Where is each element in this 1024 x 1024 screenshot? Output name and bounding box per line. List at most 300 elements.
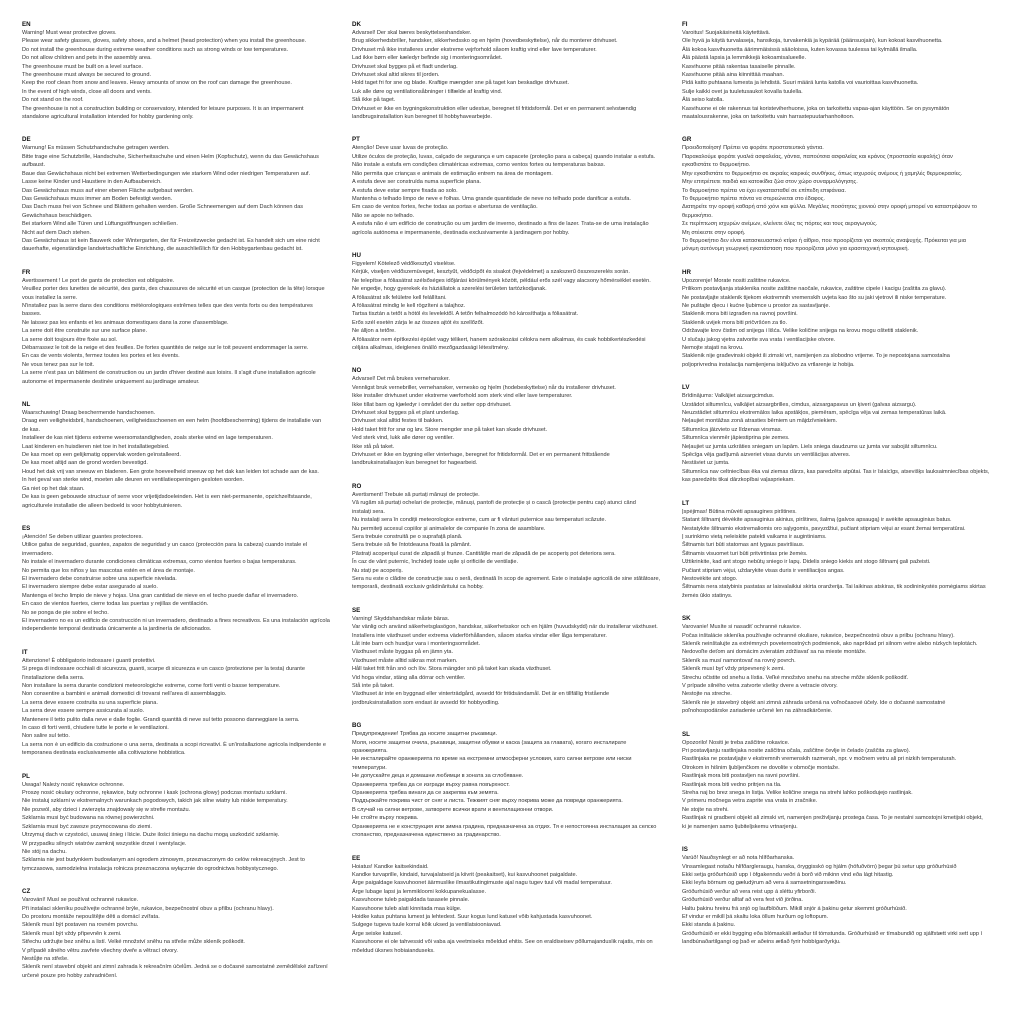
warning-text-line: landbruksinstallasjon kun beregnet for hagearbeid. [352,460,478,467]
warning-text-line: Ne laissez pas les enfants et les animaux domestiques dans la zone d'assemblage. [22,319,229,326]
warning-text-line: Varovanie! Musíte si nasadiť ochranné rukavice. [682,624,802,631]
warning-text-line: ki je namenjen samo ljubiteljskemu vrtnarjenju. [682,823,798,830]
warning-text-line: La serre n'est pas un bâtiment de construction ou un jardin d'hiver destiné aux loisirs. Il s'agit d'une installation agricole [22,370,316,377]
warning-text-line: Nu permiteți accesul copiilor și animalelor de companie în zona de asamblare. [352,525,546,532]
warning-text-line: Drivhuset må ikke installeres under ekstreme vejrforhold såsom kraftig vind eller lave temperaturer. [352,46,597,53]
warning-text-line: dauerhafte, eigenständige landwirtschaftliche Einrichtung, die ausschließlich für den Hobbygartenbau gedacht ist. [22,246,303,253]
warning-text-line: Skleník nie je stavebný objekt ani zimná záhrada určená na voľnočasové účely. Ide o dočasné samostatné [682,699,946,706]
warning-text-line: Varoitus! Suojakäsineitä käytettävä. [682,30,771,36]
warning-text-line: Ekki leyfa börnum og gæludýrum að vera á samsetningarsvæðinu. [682,880,847,887]
warning-text-line: La serre doit être construite sur une surface plane. [22,328,147,335]
warning-text-line: Skleník musí být vždy připevněn k zemi. [22,930,122,937]
warning-text-line: V případě silného větru zavřete všechny dveře a větrací otvory. [22,947,178,954]
warning-text-line: Advarsel! Der skal bæres beskyttelseshandsker. [352,30,472,36]
warning-section-lv [682,383,1000,484]
warning-text-line: La serre doit toujours être fixée au sol. [22,336,118,343]
warning-text-line: Gróðurhúsið verður alltaf að vera fest við jörðina. [682,897,803,904]
warning-text-line: Non consentire a bambini e animali domestici di trovarsi nell'area di assemblaggio. [22,691,227,698]
warning-text-line: Ikke stå på taket. [352,443,395,450]
warning-text-line: Utilice gafas de seguridad, guantes, zapatos de seguridad y un casco (protección para la cabeza) cuando instale el [22,542,308,549]
warning-text-line: Į surinkimo vietą neleiskite patekti vaikams ir augintiniams. [682,533,827,540]
warning-text-line: Non salire sul tetto. [22,733,70,740]
warning-text-line: Draag een veiligheidsbril, handschoenen, veiligheidsschoenen en een helm (hoofdbescherming) tijdens de installatie van [22,418,322,425]
warning-text-line: A estufa deve ser construída numa superfície plana. [352,179,482,186]
warning-text-line: poľnohospodárske zariadenie určené len na záhradkárčenie. [682,708,833,715]
warning-text-line: W przypadku silnych wiatrów zamknij wszystkie drzwi i wentylacje. [22,840,187,847]
warning-text-line: určené pouze pro hobby zahradničení. [22,972,118,979]
warning-text-line: Si prega di indossare occhiali di sicurezza, guanti, scarpe di sicurezza e un casco (protezione per la testa) durante [22,666,305,673]
warning-text-line: Das Gewächshaus ist kein Bauwerk oder Wintergarten, der für Freizeitzwecke gedacht ist. Es handelt sich um eine nicht [22,237,320,244]
warning-text-line: Attenzione! È obbligatorio indossare i guanti protettivi. [22,657,156,664]
warning-text-line: The greenhouse is not a construction building or conservatory, intended for leisure purposes. It is an impermanent [22,105,304,112]
warning-text-line: Ne telepítse a fóliasátrat szélsőséges időjárási körülmények között, például erős szél vagy alacsony hőmérséklet esetén. [352,277,651,284]
warning-text-line: Drivhuset skal altid sikres til jorden. [352,72,440,79]
warning-section-pl [22,772,340,873]
warning-text-line: Ne engedje, hogy gyerekek és háziállatok a szerelési területen tartózkodjanak. [352,286,547,293]
language-code: SE [352,606,361,614]
warning-text-line: Drivhuset skal bygges på et fladt underlag. [352,63,458,70]
warning-text-line: Älä seiso katolla. [682,97,724,104]
warning-text-line: autonome et impermanente destinée uniquement au jardinage amateur. [22,378,200,385]
warning-text-line: Luk alle døre og ventilationsåbninger i tilfælde af kraftig vind. [352,88,503,95]
warning-text-line: Σε περίπτωση ισχυρών ανέμων, κλείνετε όλες τις πόρτες και τους αεραγωγούς. [682,221,878,228]
warning-text-line: Оранжерията трябва винаги да се закрепва към земята. [352,790,499,797]
warning-text-line: Nu instalați sera în condiții meteorologice extreme, cum ar fi vânturi puternice sau temperaturi scăzute. [352,517,607,524]
warning-text-line: Nie instaluj szklarni w ekstremalnych warunkach pogodowych, takich jak silne wiatry lub niskie temperatury. [22,798,288,805]
warning-text-line: Baue das Gewächshaus nicht bei extremen Wetterbedingungen wie starkem Wind oder niedrigen Temperaturen auf. [22,170,311,177]
language-code: EE [352,854,361,862]
warning-text-line: Prilikom postavljanja staklenika nosite zaštitne naočale, rukavice, zaštitne cipele i kacigu (zaštita za glavu). [682,286,947,293]
warning-text-line: Drivhuset skal bygges på et plant underlag. [352,410,460,417]
warning-text-line: Streha naj bo brez snega in listja. Velike količine snega na strehi lahko poškodujejo rastlinjak. [682,790,913,797]
warning-text-line: de kas. [22,426,41,433]
warning-text-line: În caz de vânt puternic, închideți toate ușile și orificiile de ventilație. [352,559,519,566]
warning-text-line: Växthuset måste byggas på en jämn yta. [352,649,454,656]
warning-text-line: No instale el invernadero durante condiciones climáticas extremas, como vientos fuertes o bajas temperaturas. [22,559,297,566]
language-code: EN [22,21,31,28]
warning-text-line: Hoidke katus puhtana lumest ja lehtedest. Suur kogus lund katusel võib kahjustada kasvuhoonet. [352,913,593,920]
warning-section-lt [682,499,1000,600]
warning-text-line: A estufa deve estar sempre fixada ao solo. [352,187,458,194]
warning-text-line: The greenhouse must be built on a level surface. [22,63,143,70]
warning-section-se [352,606,670,707]
warning-text-line: Stå ikke på taget. [352,97,396,104]
warning-text-line: Installera inte växthuset under extrema väderförhållanden, såsom starka vindar eller låga temperaturer. [352,632,607,639]
warning-text-line: Nestovėkite ant stogo. [682,575,738,582]
warning-text-line: Nicht auf dem Dach stehen. [22,229,92,236]
warning-text-line: En caso de vientos fuertes, cierre todas las puertas y rejillas de ventilación. [22,601,209,608]
warning-text-line: l'installazione della serra. [22,674,85,681]
warning-text-line: Šiltnamis turi būti statomas ant lygaus paviršiaus. [682,542,805,549]
warning-text-line: Sulje kaikki ovet ja tuuletusaukot kovalla tuulella. [682,88,803,95]
warning-text-line: Neļaujiet uz jumta uzkrāties sniegam un lapām. Liels sniega daudzums uz jumta var sabojāt siltumnīcu. [682,443,938,450]
warning-text-line: Do not stand on the roof. [22,97,84,104]
warning-section-ee [352,854,670,955]
warning-section-bg [352,721,670,839]
warning-text-line: Поддържайте покрива чист от сняг и листа. Тежкият сняг върху покрива може да повреди оранжерията. [352,798,623,805]
warning-text-line: kas paredzēts tikai dārzkopībai vaļaspriekam. [682,477,795,484]
warning-text-line: Varning! Skyddshandskar måste bäras. [352,615,450,622]
language-code: HR [682,268,691,276]
warning-text-line: Gróðurhúsið verður að vera reist upp á sléttu yfirborði. [682,888,817,895]
warning-text-line: Bei starkem Wind alle Türen und Lüftungsöffnungen schließen. [22,221,178,228]
warning-section-fr [22,268,340,386]
warning-text-line: La serra deve essere costruita su una superficie piana. [22,699,158,706]
warning-text-line: Rastlinjak ni gradbeni objekt ali zimski vrt, namenjen preživljanju prostega časa. To je nestalni samostojni kmetijski objekt, [682,815,983,822]
warning-text-line: Моля, носете защитни очила, ръкавици, защитни обувки и каска (защита за главата), когато инсталирате [352,739,627,746]
warning-text-line: Kasvuhoone tuleb alati kinnitada maa külge. [352,905,462,912]
warning-text-line: Neļaujiet montāžas zonā atrasties bērniem un mājdzīvniekiem. [682,418,838,425]
warning-text-line: Ekki standa á þakinu. [682,922,736,929]
warning-section-nl [22,400,340,510]
warning-text-line: Tartsa tisztán a tetőt a hótól és levelektől. A tetőn felhalmozódó hó károsíthatja a fóliasátrat. [352,311,579,318]
warning-text-line: V primeru močnega vetra zaprite vsa vrata in zračnike. [682,798,818,805]
warning-section-en [22,20,340,121]
warning-text-line: Bitte trage eine Schutzbrille, Handschuhe, Sicherheitsschuhe und einen Helm (Kopfschutz), wenn du das Gewächshaus [22,153,319,160]
warning-text-line: landbúnaðartilgangi og það er aðeins ætlað fyrir hobbígarðyrkju. [682,939,841,946]
warning-text-line: Ikke tillat barn og kjæledyr i området der du setter opp drivhuset. [352,401,512,408]
warning-text-line: Installeer de kas niet tijdens extreme weersomstandigheden, zoals sterke wind en lage temperaturen. [22,435,273,442]
warning-text-line: В случай на силни ветрове, затворете всички врати и вентилационни отвори. [352,806,554,813]
warning-text-line: El invernadero no es un edificio de construcción ni un invernadero, destinado a fines recreativos. Es una instalación agrícola [22,617,330,624]
warning-text-line: Figyelem! Kötelező védőkesztyű viselése. [352,260,456,267]
warning-text-line: Rastlinjak mora biti vedno pritrjen na tla. [682,781,782,788]
warning-text-line: Při instalaci skleníku používejte ochranné brýle, rukavice, bezpečnostní obuv a přilbu (ochranu hlavy). [22,905,274,912]
warning-text-line: In het geval van sterke wind, moeten alle deuren en ventilatieopeningen gesloten worden. [22,477,245,484]
warning-text-line: Ärge lubage lapsi ja lemmikloomi kokkupanekualasse. [352,888,487,895]
warning-text-line: Kasvuhoone tuleb paigaldada tasasele pinnale. [352,897,470,904]
warning-text-line: Vinsamlegast notaðu hlífðargleraugu, hanska, öryggisskó og hjálm (höfuðvörn) þegar þú setur upp gróðurhúsið [682,863,957,870]
warning-text-line: Održavajte krov čistim od snijega i lišća. Velike količine snijega na krovu mogu oštetiti staklenik. [682,328,919,335]
warning-text-line: aufbaust. [22,162,46,169]
warning-text-line: jordbruksinstallation som endast är avsedd för hobbyodling. [352,699,500,706]
warning-text-line: Opozorilo! Nositi je treba zaščitne rokavice. [682,739,790,746]
warning-text-line: Upozorenje! Morate nositi zaštitne rukavice. [682,277,791,284]
language-code: IT [22,648,28,656]
warning-text-line: tymczasowa, samodzielna instalacja rolnicza przeznaczona wyłącznie do ogrodnictwa hobbystycznego. [22,865,279,872]
warning-text-line: Nu stați pe acoperiș. [352,567,403,574]
warning-text-line: Warnung! Es müssen Schutzhandschuhe getragen werden. [22,145,170,152]
warning-text-line: De kas is geen gebouwde structuur of serre voor vrijetijdsdoeleinden. Het is een niet-permanente, opzichzelfstaande, [22,494,312,501]
warning-text-line: Nestojte na streche. [682,691,732,698]
warning-text-line: Gróðurhúsið er ekki bygging eða blómaskáli ætlaður til tómstunda. Gróðurhúsið er tímabundið og sjálfstætt virki sett upp í [682,930,983,937]
warning-text-line: Το θερμοκήπιο πρέπει πάντα να στερεώνεται στο έδαφος. [682,195,825,202]
warning-text-line: Do not install the greenhouse during extreme weather conditions such as strong winds or low temperatures. [22,46,289,53]
warning-text-line: Το θερμοκήπιο δεν είναι κατασκευαστικό κτίριο ή αίθριο, που προορίζεται για σκοπούς αναψυχής. Πρόκειται για μια [682,237,966,244]
language-code: NO [352,367,362,375]
warning-text-line: V prípade silného vetra zatvorte všetky dvere a vetracie otvory. [682,683,838,689]
warning-text-line: Mantenere il tetto pulito dalla neve e dalle foglie. Grandi quantità di neve sul tetto possono danneggiare la serra. [22,716,300,723]
warning-text-line: Ved sterk vind, lukk alle dører og ventiler. [352,435,454,442]
warning-text-line: Vid hoga vindar, stäng alla dörrar och ventiler. [352,674,466,681]
warning-text-line: Διατηρείτε την οροφή καθαρή από χιόνι και φύλλα. Μεγάλες ποσότητες χιονιού στην οροφή μπορεί να καταστρέψουν το [682,204,978,211]
warning-text-line: céljára alkalmas, ideiglenes önálló mezőgazdasági létesítmény. [352,345,509,351]
warning-text-line: Uwaga! Należy nosić rękawice ochronne. [22,781,125,788]
warning-text-line: La serra non è un edificio da costruzione o una serra, destinata a scopi ricreativi. È un'installazione agricola indipendente e [22,741,326,748]
warning-section-is [682,845,1000,946]
warning-text-line: Kasvihuone ei ole rakennus tai koristeviherhuone, joka on tarkoitettu vapaa-ajan käyttöön. Se on pysymätön [682,105,950,112]
warning-text-line: A fóliasátor nem építkezési épület vagy télikert, hanem szórakozási célokra nem alkalmas, és csak hobbikertészkedési [352,336,646,343]
warning-text-line: Var vänlig och använd säkerhetsglasögon, handskar, säkerhetsskor och en hjälm (huvudskydd) när du installerar växthuset. [352,624,658,631]
warning-text-line: Pri postavljanju rastlinjaka nosite zaščitna očala, zaščitne čevlje in čelado (zaščita za glavo). [682,748,911,755]
warning-text-line: Älä päästä lapsia ja lemmikkejä kokoamisalueelle. [682,55,807,62]
warning-text-line: стопанство, предназначена единствено за градинарство. [352,832,501,839]
language-code: FR [22,268,31,276]
warning-text-line: Varování! Musí se používat ochranné rukavice. [22,897,139,904]
warning-text-line: Laat kinderen en huisdieren niet toe in het installatiegebied. [22,443,170,450]
warning-text-line: Drivhuset er ikke en bygning eller vinterhage, beregnet for fritidsformål. Det er en permanent frittstående [352,452,610,459]
warning-text-line: Ekki setja gróðurhúsið upp í öfgakenndu veðri á borð við mikinn vind eða lágt hitastig. [682,871,894,878]
warning-text-line: Das Dach muss frei von Schnee und Blättern gehalten werden. Große Schneemengen auf dem Dach können das [22,204,304,211]
warning-section-no [352,366,670,467]
column-1 [22,20,340,994]
warning-text-line: Kasvuhoone ei ole tahvessid või vaba aja veetmiseks mõeldud ehitis. See on eraldiseisev põllumajanduslik rajatis, mis on [352,939,653,946]
warning-text-line: θερμοκήπιο. [682,212,713,219]
warning-text-line: Ole hyvä ja käytä turvalaseja, hansikoja, turvakenkiä ja kypärää (päänsuojain), kun kokoat kasvihuonetta. [682,38,943,45]
warning-text-line: Kandke turvaprille, kindaid, turvajalatseid ja kiivrit (peakaitset), kui kasvuhoonet paigaldate. [352,871,578,878]
warning-text-line: температури. [352,764,387,771]
language-code: LV [682,384,690,392]
warning-text-line: Rastlinjaka ne postavljajte v ekstremnih vremenskih razmerah, npr. v močnem vetru ali pri nizkih temperaturah. [682,756,957,763]
warning-text-line: Kasvihuone pitää rakentaa tasaiselle pinnalle. [682,63,796,70]
warning-text-line: Håll taket fritt från snö och löv. Stora mängder snö på taket kan skada växthuset. [352,666,552,673]
warning-text-line: Uzstādot siltumnīcu, valkājiet aizsargbrilles, cimdus, aizsargapavus un ķiveri (galvas aizsargu). [682,401,917,408]
warning-text-line: ¡Atención! Se deben utilizar guantes protectores. [22,533,143,540]
language-code: PL [22,772,30,780]
warning-text-line: Nedovoľte deťom ani domácim zvieratám zdržiavať sa na mieste montáže. [682,649,867,656]
warning-text-line: Siltumnīca vienmēr jāpiestiprina pie zemes. [682,435,790,442]
warning-text-line: Nie pozwól, aby dzieci i zwierzęta znajdowały się w strefie montażu. [22,806,191,813]
warning-text-line: Utilize óculos de proteção, luvas, calçado de segurança e um capacete (proteção para a cabeça) quando instalar a estufa. [352,153,656,160]
warning-section-sl [682,730,1000,831]
warning-text-line: Μην εγκαθιστάτε το θερμοκήπιο σε ακραίες καιρικές συνθήκες, όπως ισχυρούς ανέμους ή χαμηλές θερμοκρασίες. [682,170,963,177]
warning-text-line: Advarsel! Det må brukes vernehansker. [352,376,450,383]
warning-text-line: Brīdinājums: Valkājiet aizsargcimdus. [682,393,775,400]
warning-text-line: Skleník není stavební objekt ani zimní zahrada k rekreačním účelům. Jedná se o dočasné samostatné zemědělské zařízení [22,964,328,971]
language-code: NL [22,401,31,409]
warning-text-line: Střechu udržujte bez sněhu a listí. Velké množství sněhu na střeše může skleník poškodit. [22,939,245,946]
warning-text-line: temporară, destinată exclusiv grădinăritului ca hobby. [352,584,484,591]
warning-text-line: Stå inte på taket. [352,683,394,689]
warning-text-line: Ga niet op het dak staan. [22,485,85,492]
warning-text-line: Otrokom in hišnim ljubljenčkom ne dovolite v območje montaže. [682,764,840,771]
warning-text-line: Nemojte stajati na krovu. [682,345,744,351]
warning-text-line: Μη στέκεστε στην οροφή. [682,229,746,236]
warning-text-line: Das Gewächshaus muss immer am Boden befestigt werden. [22,195,173,202]
warning-text-line: Do not allow children and pets in the assembly area. [22,55,152,62]
language-code: DE [22,136,31,144]
warning-text-line: Παρακαλούμε φοράτε γυαλιά ασφαλείας, γάντια, παπούτσια ασφαλείας και κράνος (προστασία κεφαλής) όταν [682,153,953,160]
warning-text-line: Ne puštajte djecu i kućne ljubimce u prostor za sastavljanje. [682,302,830,309]
warning-text-line: Houd het dak vrij van sneeuw en bladeren. Een grote hoeveelheid sneeuw op het dak kan leiden tot schade aan de kas. [22,468,319,475]
warning-text-line: temporanea destinata esclusivamente alla coltivazione hobbistica. [22,750,186,757]
warning-section-fi [682,20,1000,121]
warning-text-line: Не допускайте деца и домашни любимци в зоната за сглобяване. [352,773,524,780]
warning-text-line: La serra deve essere sempre assicurata al suolo. [22,708,145,715]
warning-text-line: Keep the roof clean from snow and leaves. Heavy amounts of snow on the roof can damage the greenhouse. [22,80,292,87]
warning-text-line: Hold taket fritt for snø og løv. Store mengder snø på taket kan skade drivhuset. [352,426,548,433]
warning-text-line: Šiltnamis nera statybinis pastatas ar laisvalaikiui skirta oranžerija. Tai laikinas atskiras, tik sodininkystės pomėgiams skirtas [682,584,986,591]
warning-text-line: El invernadero siempre debe estar asegurado al suelo. [22,584,158,591]
language-code: ES [22,524,31,532]
warning-text-line: Μην επιτρέπετε παιδιά και κατοικίδια ζώα στον χώρο συναρμολόγησης. [682,179,858,186]
warning-section-sk [682,614,1000,715]
warning-section-hr [682,268,1000,369]
warning-text-line: Rastlinjak mora biti postavljen na ravni površini. [682,773,800,780]
warning-text-line: Užtikrinkite, kad ant stogo nebūtų sniego ir lapų. Didelis sniego kiekis ant stogo šiltnamį gali pažeisti. [682,559,931,566]
warning-text-line: Оранжерията трябва да се изгради върху равна повърхност. [352,781,510,788]
warning-text-line: U slučaju jakog vjetra zatvorite sva vrata i ventilacijske otvore. [682,336,836,343]
warning-text-line: A fóliasátrat sík felületre kell felállítani. [352,294,447,301]
warning-text-line: оранжерията. [352,748,388,755]
warning-text-line: agrícola autónoma e impermanente, destinada exclusivamente à jardinagem por hobby. [352,229,570,236]
warning-text-line: Hold taget fri for sne og blade. Kraftige mængder sne på taget kan beskadige drivhuset. [352,80,570,87]
warning-text-line: Drivhuset er ikke en bygningskonstruktion eller udestue, beregnet til fritidsformål. Det er en permanent selvstændig [352,105,637,112]
warning-text-line: invernadero. [22,550,54,557]
language-code: DK [352,21,361,28]
warning-text-line: Kasvihuone pitää aina kiinnittää maahan. [682,72,785,79]
warning-text-line: Ef vindur er mikill þá skaltu loka öllum hurðum og loftopum. [682,913,829,920]
warning-text-line: De kas moet altijd aan de grond worden bevestigd. [22,460,148,467]
warning-section-es [22,524,340,634]
warning-text-line: Vennligst bruk vernebriller, vernehansker, vernesko og hjelm (hodebeskyttelse) når du installerer drivhuset. [352,384,616,391]
warning-text-line: El invernadero debe construirse sobre una superficie nivelada. [22,575,177,582]
warning-text-line: Staklenik nije građevinski objekt ili zimski vrt, namijenjen za slobodno vrijeme. To je nepostojana samostalna [682,353,950,360]
warning-section-ro [352,482,670,592]
language-code: BG [352,722,362,730]
warning-text-line: εγκαθιστάτε το θερμοκήπιο. [682,162,751,169]
warning-section-dk [352,20,670,121]
warning-text-line: Låt inte barn och husdjur vara i monteringsområdet. [352,640,481,647]
warning-text-line: Växthuset måste alltid säkras mot marken. [352,657,458,664]
warning-text-line: Оранжерията не е конструкция или зимна градина, предназначена за отдих. Тя е непостоянна инсталация за селско [352,823,657,830]
warning-text-line: Pučiant stipriam vėjui, uždarykite visas duris ir ventiliacijos angas. [682,567,845,574]
warning-text-line: Sera trebuie construită pe o suprafață plană. [352,533,463,540]
warning-text-line: Ne vous tenez pas sur le toit. [22,361,95,368]
language-code: CZ [22,888,31,896]
warning-text-line: Предупреждение! Трябва да носите защитни ръкавици. [352,731,498,738]
warning-text-line: Erős szél esetén zárja le az összes ajtót és szellőzőt. [352,319,484,326]
warning-section-it [22,648,340,758]
warning-text-line: Non installare la serra durante condizioni meteorologiche estreme, come forti venti o basse temperature. [22,683,281,689]
warning-text-line: Das Gewächshaus muss auf einer ebenen Fläche aufgebaut werden. [22,187,194,194]
warning-text-line: Neuzstādiet siltumnīcu ekstremālos laika apstākļos, piemēram, spēcīga vēja vai zemas temperatūras laikā. [682,410,947,417]
warning-text-line: In the event of high winds, close all doors and vents. [22,88,152,95]
warning-text-line: Atenção! Deve usar luvas de proteção. [352,145,449,152]
warning-text-line: Utrzymuj dach w czystości, usuwaj śnieg i liście. Duże ilości śniegu na dachu mogą uszkodzić szklarnię. [22,832,280,839]
warning-text-line: Skleník musí být postaven na rovném povrchu. [22,922,139,929]
language-code: PT [352,136,360,144]
warning-text-line: independiente temporal destinada únicamente a la jardinería de aficionados. [22,626,212,633]
column-3 [682,20,1000,961]
warning-text-line: Não instale a estufa em condições climatéricas extremas, como ventos fortes ou temperaturas baixas. [352,162,606,169]
warning-text-line: Vă rugăm să purtați ochelari de protecție, mănuși, pantofi de protecție și o cască (protecție pentru cap) atunci când [352,500,636,507]
warning-text-line: poljoprivredna instalacija namijenjena isključivo za vrtlarenje iz hobija. [682,361,855,368]
warning-text-line: In caso di forti venti, chiudere tutte le porte e le ventilazioni. [22,725,169,732]
warning-text-line: Siltumnīca nav celtniecības ēka vai ziemas dārzs, kas paredzēts atpūtai. Tas ir īslaicīgs, atsevišķs lauksaimniecības objekts, [682,468,990,475]
warning-text-line: Kérjük, viseljen védőszemüveget, kesztyűt, védőcipőt és sisakot (fejvédelmet) a szakszerű összeszerelés során. [352,269,630,276]
warning-text-line: Mantenga el techo limpio de nieve y hojas. Una gran cantidad de nieve en el techo puede dañar el invernadero. [22,592,299,599]
warning-text-line: mõeldud üksnes hobiaianduseks. [352,947,435,954]
warning-text-line: Lad ikke børn eller kæledyr befinde sig i monteringsområdet. [352,55,503,62]
warning-text-line: Το θερμοκήπιο πρέπει να έχει εγκατασταθεί σε επίπεδη επιφάνεια. [682,187,847,194]
warning-text-line: De kas moet op een gelijkmatig oppervlak worden geïnstalleerd. [22,452,181,459]
warning-text-line: Ärge seiske katusel. [352,930,403,937]
warning-text-line: μόνιμη αυτόνομη γεωργική εγκατάσταση που προορίζεται μόνο για ερασιτεχνική κηπουρική. [682,246,909,253]
warning-text-line: Växthuset är inte en byggnad eller vinterträdgård, avsedd för fritidsändamål. Det är en tillfällig fristående [352,691,610,698]
warning-text-line: landbrugsinstallation kun beregnet til hobbyhavearbejde. [352,114,492,121]
warning-text-line: Proszę nosić okulary ochronne, rękawice, buty ochronne i kask (ochrona głowy) podczas montażu szklarni. [22,790,287,797]
language-code: FI [682,21,688,28]
warning-text-line: Ikke installer drivhuset under ekstreme værforhold som sterk vind eller lave temperaturer. [352,393,573,400]
warning-text-line: Įspėjimas! Būtina mūvėti apsaugines pirštines. [682,508,797,515]
warning-text-line: Strechu očistite od snehu a lístia. Veľké množstvo snehu na streche môže skleník poškodiť. [682,674,909,681]
warning-text-line: Sera trebuie să fie întotdeauna fixată la pământ. [352,542,472,549]
warning-text-line: Brug sikkerhedsbriller, handsker, sikkerhedssko og en hjelm (hovedbeskyttelse), når du monterer drivhuset. [352,38,618,45]
language-code: IS [682,846,688,854]
warning-text-line: Szklarnia musi być budowana na równej powierzchni. [22,815,155,822]
warning-text-line: Ne postavljajte staklenik tijekom ekstremnih vremenskih uvjeta kao što su jaki vjetrovi ili niske temperature. [682,294,947,301]
warning-text-line: Em caso de ventos fortes, feche todas as portas e aberturas de ventilação. [352,204,538,211]
warning-text-line: Păstrați acoperișul curat de zăpadă și frunze. Cantitățile mari de zăpadă de pe acoperiș pot deteriora sera. [352,550,616,557]
language-code: LT [682,499,690,507]
warning-text-line: Haltu þakinu hreinu frá snjó og laufblöðum. Mikill snjór á þakinu getur skemmt gróðurhúsið. [682,905,907,912]
warning-section-de [22,135,340,253]
warning-text-line: Débarrassez le toit de la neige et des feuilles. De fortes quantités de neige sur le toit peuvent endommager la serre. [22,345,309,351]
warning-text-line: Не стойте върху покрива. [352,815,419,822]
warning-text-line: Sera nu este o clădire de construcție sau o seră, destinată în scop de agrement. Este o instalație agricolă de sine stătătoare, [352,575,661,582]
warning-text-line: En cas de vents violents, fermez toutes les portes et les évents. [22,353,180,360]
warning-text-line: Siltumnīca jāizvieto uz līdzenas virsmas. [682,426,783,433]
warning-text-line: Gewächshaus beschädigen. [22,212,93,219]
warning-text-line: Statant šiltnamį dėvėkite apsauginius akinius, pirštines, šalmą (galvos apsaugą) ir avėkite apsauginius batus. [682,517,952,524]
warning-text-line: Spēcīga vēja gadījumā aizveriet visas durvis un ventilācijas atveres. [682,452,851,459]
warning-text-line: Não permita que crianças e animais de estimação entrem na área de montagem. [352,170,553,177]
warning-section-gr [682,135,1000,253]
warning-section-cz [22,887,340,980]
warning-text-line: Ne álljon a tetőre. [352,328,396,335]
warning-text-line: Não se apoie no telhado. [352,212,415,219]
warning-text-line: Nie stój na dachu. [22,848,67,855]
warning-text-line: A fóliasátrat mindig le kell rögzíteni a talajhoz. [352,302,466,309]
warning-text-line: Älä kokoa kasvihuonetta äärimmäisissä sääoloissa, kuten kovassa tuulessa tai kylmällä ilmalla. [682,46,918,53]
warning-text-line: No permita que los niños y las mascotas estén en el área de montaje. [22,567,195,574]
warning-text-line: instalați sera. [352,508,385,515]
warning-text-line: Ne stojte na strehi. [682,806,729,813]
language-code: GR [682,136,692,144]
warning-text-line: Šiltnamis visuomet turi būti pritvirtintas prie žemės. [682,550,808,557]
warning-text-line: No se ponga de pie sobre el techo. [22,609,109,616]
warning-text-line: basses. [22,311,42,318]
warning-text-line: Nestatykite šiltnamio ekstremaliomis oro sąlygomis, pavyzdžiui, pučiant stipriam vėjui ar esant žemai temperatūrai. [682,525,966,532]
warning-text-line: Staklenik uvijek mora biti pričvršćen za tlo. [682,319,788,326]
warning-text-line: The greenhouse must always be secured to ground. [22,72,152,79]
warning-text-line: Avertissement ! Le port de gants de protection est obligatoire. [22,277,175,284]
warning-text-line: Не инсталирайте оранжерията по време на екстремни атмосферни условия, като силни ветрове или ниски [352,756,632,763]
warning-text-line: Veuillez porter des lunettes de sécurité, des gants, des chaussures de sécurité et un casque (protection de la tête) lorsque [22,286,325,293]
warning-text-line: Please wear safety glasses, gloves, safety shoes, and a helmet (head protection) when you install the greenhouse. [22,38,307,45]
language-code: HU [352,251,361,259]
warning-text-line: Szklarnia nie jest budynkiem budowlanym ani ogrodem zimowym, przeznaczonym do celów rekreacyjnych. Jest to [22,857,305,864]
column-2 [352,20,670,969]
warning-text-line: Nestůjte na střeše. [22,955,69,962]
warning-text-line: Ärge paigaldage kasvuhoonet äärmuslike ilmastikutingimuste ajal nagu tugev tuul või madal temperatuur. [352,880,612,887]
warning-text-line: Pidä katto puhtaana lumesta ja lehdistä. Suuri määrä lunta katolla voi vaurioittaa kasvihuonetta. [682,80,919,87]
warning-text-line: Waarschuwing! Draag beschermende handschoenen. [22,410,156,417]
warning-section-hu [352,251,670,352]
warning-text-line: Skleník musí byť vždy pripevnený k zemi. [682,666,785,673]
warning-text-line: N'installez pas la serre dans des conditions météorologiques extrêmes telles que des vents forts ou des températures [22,302,313,309]
